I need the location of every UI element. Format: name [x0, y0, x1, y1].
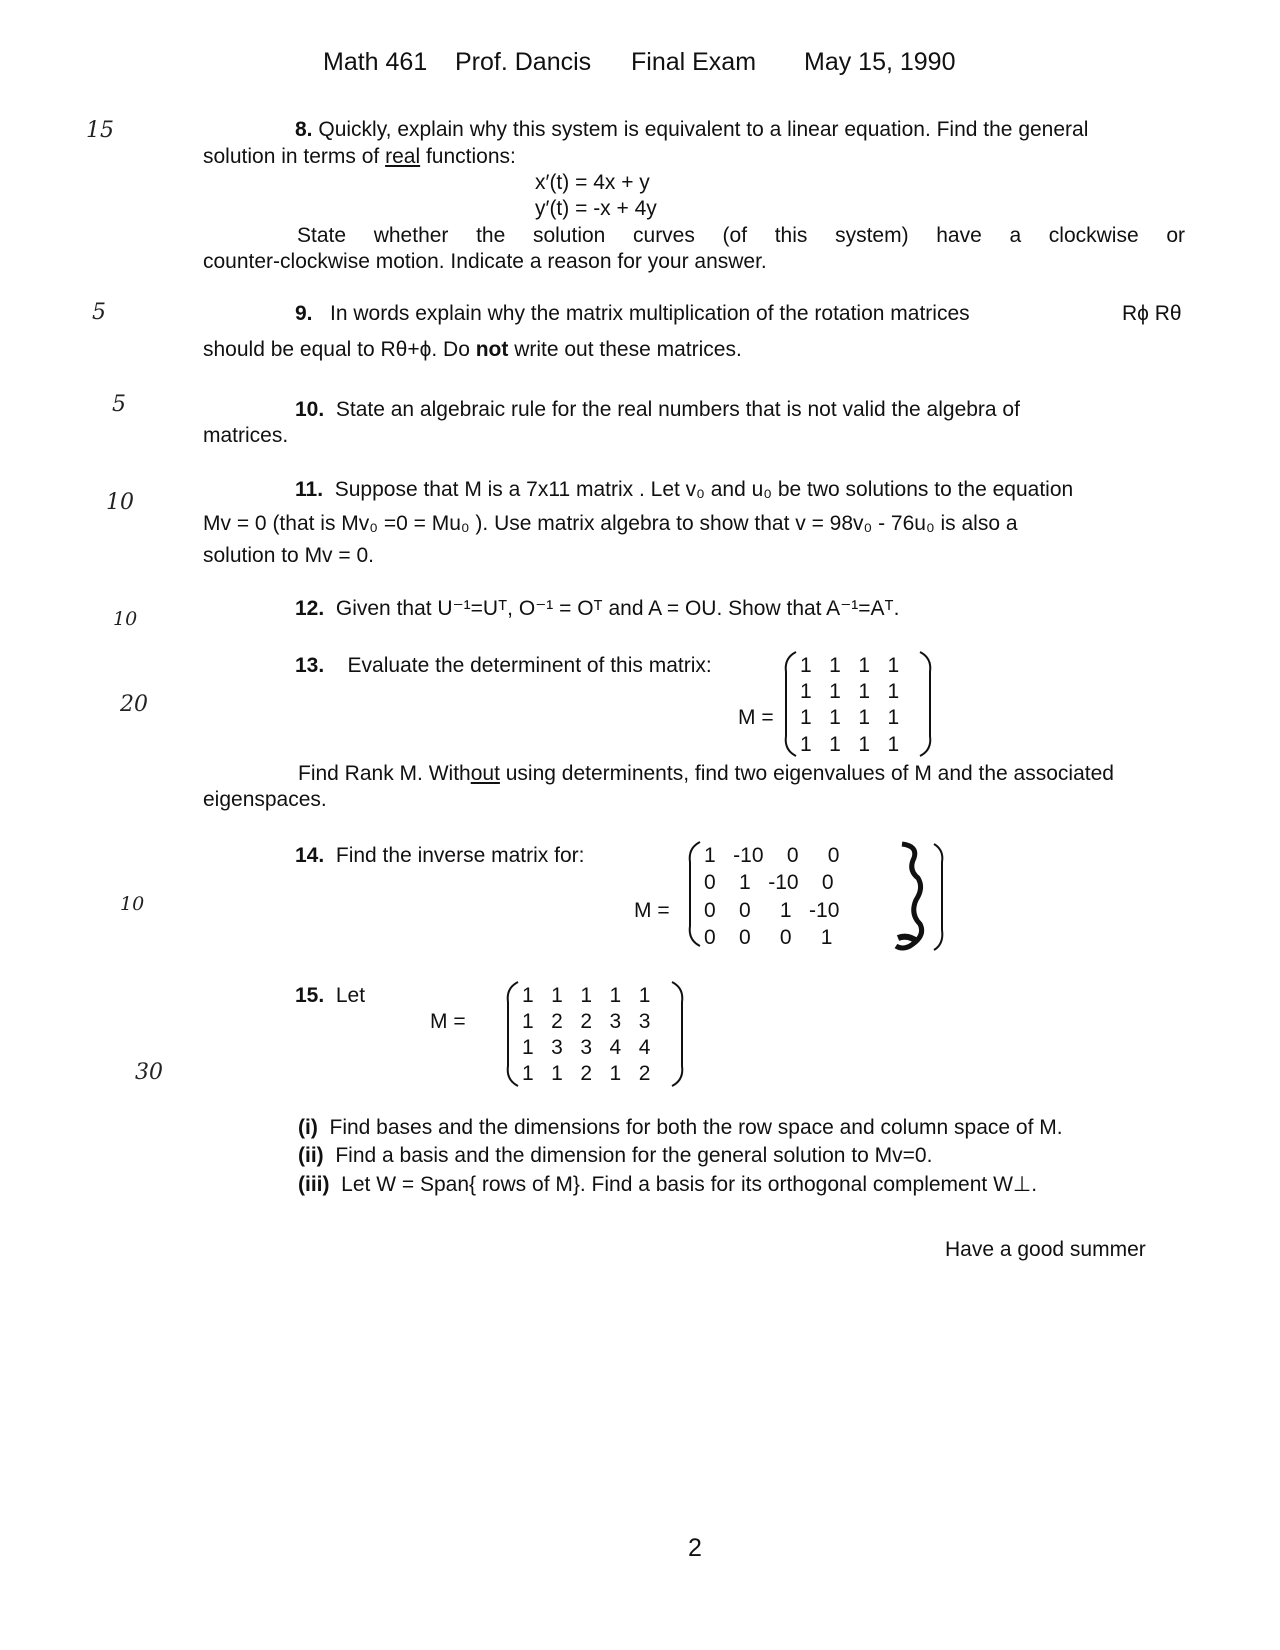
q13-prompt: Evaluate the determinent of this matrix: — [347, 654, 712, 677]
q15-matrix-row: 1 1 2 1 2 — [522, 1062, 651, 1085]
q15-part-iii — [298, 1172, 1198, 1197]
q8-line3 — [297, 224, 1185, 248]
q11-text-1: Suppose that M is a 7x11 matrix . Let v₀ and u₀ be two solutions to the equation — [334, 478, 1074, 501]
margin-mark-q15: 30 — [135, 1060, 163, 1085]
q13-matrix-row: 1 1 1 1 — [800, 654, 900, 677]
q14-matrix-row: 0 1 -10 0 — [704, 871, 834, 894]
q15-part-ii-label: (ii) — [298, 1144, 324, 1167]
q13-line2 — [298, 762, 1198, 786]
q9-text-2c: write out these matrices. — [508, 338, 742, 361]
exam-header — [323, 48, 956, 77]
q9-text-1: In words explain why the matrix multiplication of the rotation matrices — [330, 302, 970, 325]
q15-right-brace — [668, 978, 688, 1097]
q14-matrix-row: 1 -10 0 0 — [704, 844, 840, 867]
q9-number: 9. — [295, 302, 313, 325]
margin-mark-q9: 5 — [92, 300, 106, 325]
closing-message: Have a good summer — [945, 1238, 1146, 1261]
q13-right-brace — [916, 648, 936, 767]
q8-line2 — [203, 145, 1185, 169]
q8-line1 — [203, 118, 1185, 142]
q9-text-2-bold: not — [475, 338, 509, 361]
q15-matrix-row: 1 1 1 1 1 — [522, 984, 651, 1007]
q15-line1 — [203, 984, 1185, 1008]
q15-matrix-row: 1 2 2 3 3 — [522, 1010, 651, 1033]
handwritten-bracket-scribble — [888, 838, 952, 956]
q13-left-brace — [780, 648, 800, 767]
margin-mark-q10: 5 — [112, 392, 126, 417]
q13-text-2-underlined: out — [470, 762, 500, 785]
q15-number: 15. — [295, 984, 325, 1007]
q13-text-2b: using determinents, find two eigenvalues of M and the associated — [499, 762, 1114, 785]
professor-name: Prof. Dancis — [455, 48, 592, 76]
left-paren-shape — [502, 978, 522, 1090]
margin-mark-q8: 15 — [86, 118, 114, 143]
q9-rotation-product: Rϕ Rθ — [1122, 302, 1182, 325]
q10-number: 10. — [295, 398, 325, 421]
q15-prompt: Let — [335, 984, 366, 1007]
left-paren-shape — [780, 648, 800, 760]
q15-part-i-text: Find bases and the dimensions for both the row space and column space of M. — [329, 1116, 1063, 1139]
q13-number: 13. — [295, 654, 325, 677]
q12-line — [203, 596, 1185, 621]
q14-left-brace — [684, 838, 704, 957]
q13-matrix-row: 1 1 1 1 — [800, 680, 900, 703]
q8-equation-2: y′(t) = -x + 4y — [535, 197, 657, 220]
q15-part-ii — [298, 1144, 1198, 1168]
exam-date: May 15, 1990 — [804, 48, 956, 76]
right-paren-shape — [916, 648, 936, 760]
page-number: 2 — [688, 1534, 702, 1562]
exam-title: Final Exam — [631, 48, 757, 76]
q8-line4: counter-clockwise motion. Indicate a reason for your answer. — [203, 250, 767, 273]
q13-text-2a: Find Rank M. With — [298, 762, 471, 785]
left-paren-shape — [684, 838, 704, 950]
q15-left-brace — [502, 978, 522, 1097]
q13-matrix-row: 1 1 1 1 — [800, 733, 900, 756]
q13-matrix-row: 1 1 1 1 — [800, 706, 900, 729]
q15-part-ii-text: Find a basis and the dimension for the general solution to Mv=0. — [335, 1144, 933, 1167]
q11-line2: Mv = 0 (that is Mv₀ =0 = Mu₀ ). Use matrix algebra to show that v = 98v₀ - 76u₀ is also a — [203, 512, 1018, 535]
q15-part-iii-label: (iii) — [298, 1173, 330, 1196]
q9-line1 — [203, 302, 1185, 326]
q13-matrix-label: M = — [738, 706, 774, 729]
q14-matrix-row: 0 0 0 1 — [704, 926, 833, 949]
q8-text-2a: solution in terms of — [203, 145, 386, 168]
margin-mark-q11: 10 — [106, 490, 134, 515]
margin-mark-q13: 20 — [120, 692, 148, 717]
q10-line1 — [203, 398, 1185, 422]
q11-line1 — [203, 478, 1185, 502]
margin-mark-q12: 10 — [113, 608, 138, 630]
q10-line2: matrices. — [203, 424, 289, 447]
q9-line2 — [203, 338, 1185, 362]
q14-matrix-label: M = — [634, 899, 670, 922]
q8-equation-1: x′(t) = 4x + y — [535, 171, 650, 194]
q8-number: 8. — [295, 118, 313, 141]
q13-line1 — [203, 654, 1185, 678]
right-paren-shape — [668, 978, 688, 1090]
q8-text-2-underlined: real — [385, 145, 421, 168]
q8-text-1: Quickly, explain why this system is equivalent to a linear equation. Find the general — [318, 118, 1089, 141]
q15-matrix-label: M = — [430, 1010, 466, 1033]
margin-mark-q14: 10 — [120, 893, 145, 915]
q15-part-i-label: (i) — [298, 1116, 318, 1139]
q12-number: 12. — [295, 597, 325, 620]
q14-number: 14. — [295, 844, 325, 867]
q12-text: Given that U⁻¹=Uᵀ, O⁻¹ = Oᵀ and A = OU. Show that A⁻¹=Aᵀ. — [335, 597, 900, 620]
q13-line3: eigenspaces. — [203, 788, 327, 811]
course-name: Math 461 — [323, 48, 428, 76]
q9-rotation-sum: Rθ+ϕ. — [380, 338, 438, 361]
q8-text-3: State whether the solution curves (of this system) have a clockwise or — [297, 224, 1185, 247]
q11-line3: solution to Mv = 0. — [203, 544, 375, 567]
q14-matrix-row: 0 0 1 -10 — [704, 899, 840, 922]
q14-prompt: Find the inverse matrix for: — [335, 844, 585, 867]
q11-number: 11. — [295, 478, 324, 501]
q15-part-iii-text: Let W = Span{ rows of M}. Find a basis for its orthogonal complement W⊥. — [341, 1173, 1038, 1196]
q15-part-i — [298, 1116, 1198, 1140]
q8-text-2b: functions: — [420, 145, 516, 168]
q9-text-2a: should be equal to — [203, 338, 381, 361]
q10-text-1: State an algebraic rule for the real numbers that is not valid the algebra of — [335, 398, 1020, 421]
q9-text-2b: Do — [437, 338, 476, 361]
q15-matrix-row: 1 3 3 4 4 — [522, 1036, 651, 1059]
